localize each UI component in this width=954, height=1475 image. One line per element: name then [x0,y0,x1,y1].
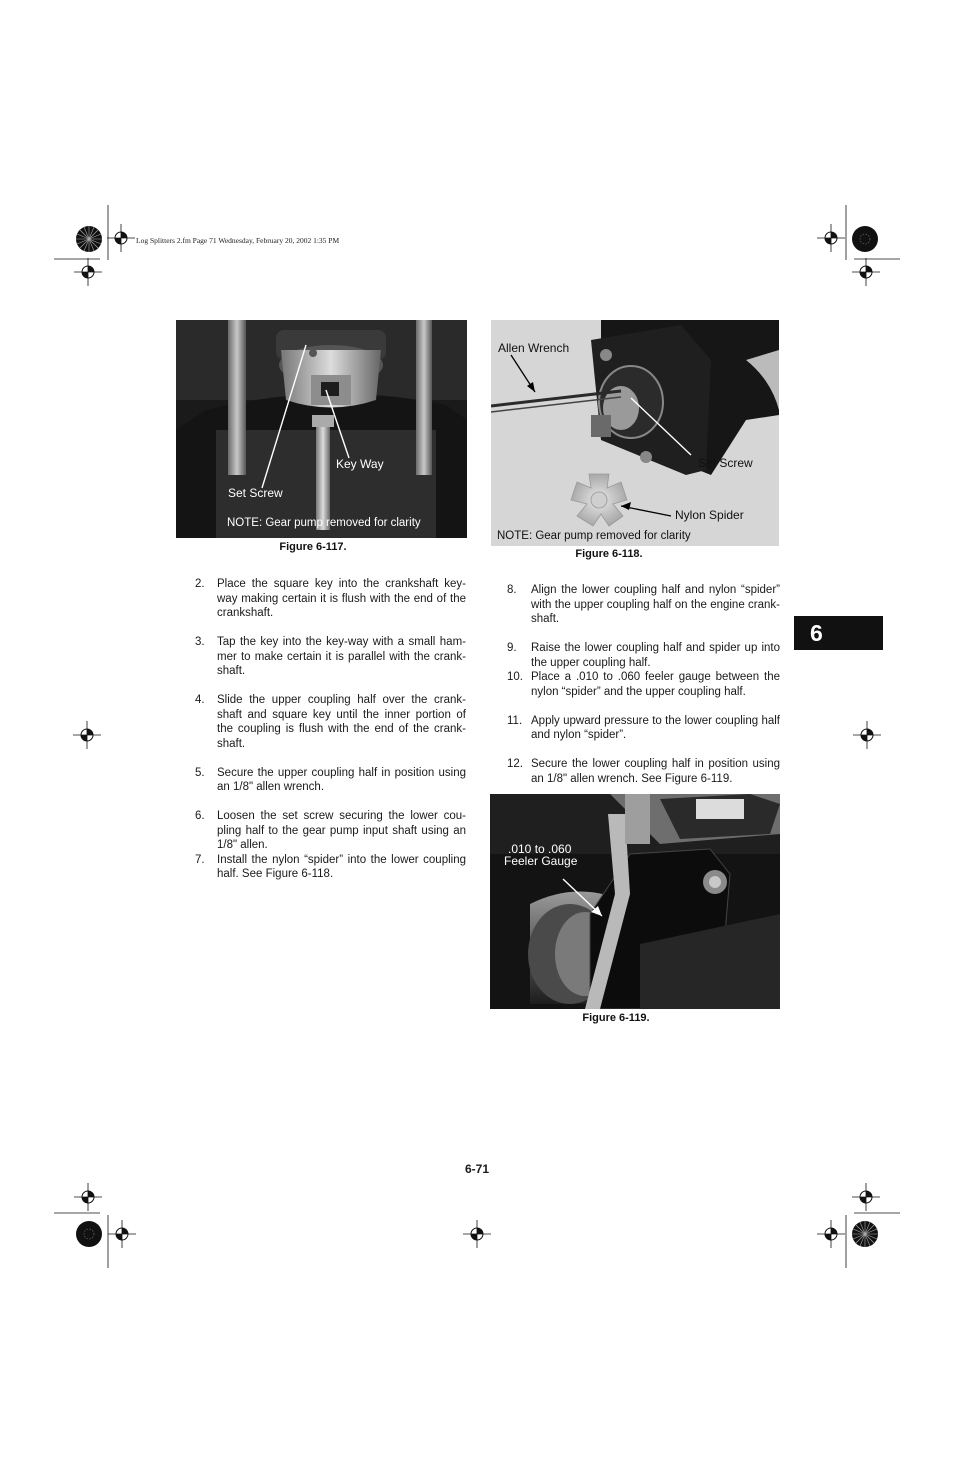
step-item: 4. Slide the upper coupling half over the crank-shaft and square key until the inner portion of the coupling is flush with the end of the crank-shaft. [195,694,466,750]
figure-118-caption: Figure 6-118. [575,548,643,560]
step-item: 9. Raise the lower coupling half and spider up into the upper coupling half. [507,642,780,669]
figure-117-label-key-way: Key Way [336,457,384,471]
step-item: 8. Align the lower coupling half and nylon “spider” with the upper coupling half on the engine crank-shaft. [507,584,780,625]
figure-117-label-set-screw: Set Screw [228,486,283,500]
chapter-tab: 6 [794,616,883,650]
figure-119-label-feeler-gauge: Feeler Gauge [504,854,578,868]
step-item: 11. Apply upward pressure to the lower coupling half and nylon “spider”. [507,714,780,741]
step-item: 7. Install the nylon “spider” into the lower coupling half. See Figure 6-118. [195,853,466,880]
step-item: 12. Secure the lower coupling half in position using an 1/8" allen wrench. See Figure 6-119. [507,758,780,785]
print-info-header: Log Splitters 2.fm Page 71 Wednesday, February 20, 2002 1:35 PM [136,236,340,245]
step-item: 6. Loosen the set screw securing the lower cou-pling half to the gear pump input shaft using an 1/8" allen. [195,810,466,851]
figure-117-note: NOTE: Gear pump removed for clarity [227,517,421,529]
figure-118-label-set-screw: Set Screw [698,456,753,470]
figure-118-note: NOTE: Gear pump removed for clarity [497,530,691,542]
figure-119-photo [490,794,780,1009]
step-item: 2. Place the square key into the crankshaft key-way making certain it is flush with the end of the crankshaft. [195,578,466,619]
figure-118-photo [491,320,779,546]
figure-117-photo [176,320,467,538]
step-item: 10. Place a .010 to .060 feeler gauge between the nylon “spider” and the upper coupling half. [507,671,780,698]
figure-119-caption: Figure 6-119. [582,1012,650,1024]
step-item: 3. Tap the key into the key-way with a small ham-mer to make certain it is parallel with the crank-shaft. [195,636,466,677]
procedure-steps-left [195,577,466,882]
page-number: 6-71 [464,1162,490,1176]
step-item: 5. Secure the upper coupling half in position using an 1/8" allen wrench. [195,766,466,793]
figure-118-label-nylon-spider: Nylon Spider [675,508,744,522]
figure-119-label-gauge-range: .010 to .060 [508,842,572,856]
procedure-steps-right [509,583,780,786]
figure-117-caption: Figure 6-117. [279,541,347,553]
figure-118-label-allen-wrench: Allen Wrench [498,341,570,355]
